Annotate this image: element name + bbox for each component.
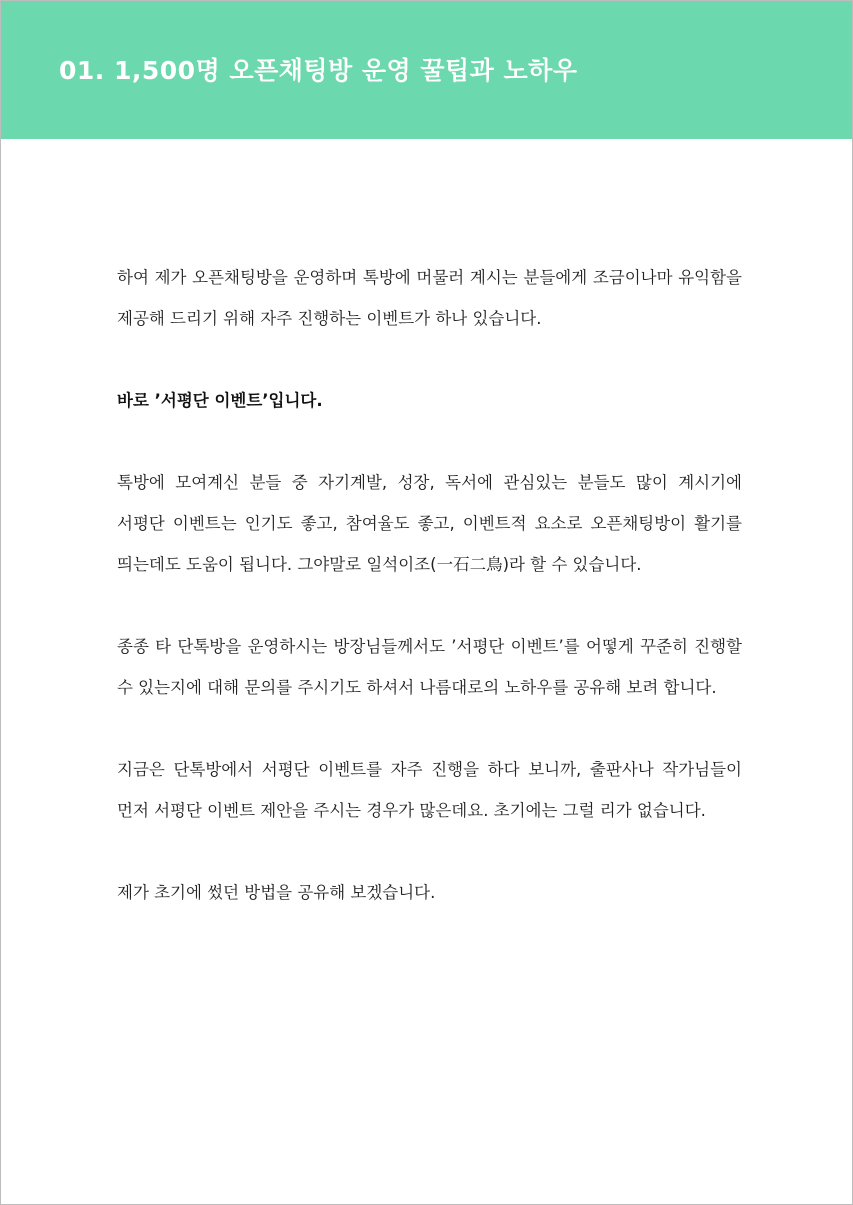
- chapter-header-banner: [1, 1, 852, 139]
- paragraph-intro: 하여 제가 오픈채팅방을 운영하며 톡방에 머물러 계시는 분들에게 조금이나마 유익함을 제공해 드리기 위해 자주 진행하는 이벤트가 하나 있습니다.: [117, 268, 742, 328]
- paragraph-purpose: 종종 타 단톡방을 운영하시는 방장님들께서도 ’서평단 이벤트’를 어떻게 꾸준히 진행할 수 있는지에 대해 문의를 주시기도 하셔서 나름대로의 노하우를 공유해 보려 합니다.: [117, 637, 742, 697]
- paragraph-reason: 톡방에 모여계신 분들 중 자기계발, 성장, 독서에 관심있는 분들도 많이 계시기에 서평단 이벤트는 인기도 좋고, 참여율도 좋고, 이벤트적 요소로 오픈채팅방이 활기를 띄는데도 도움이 됩니다. 그야말로 일석이조(一石二鳥)라 할 수 있습니다.: [117, 473, 742, 574]
- chapter-title: 01. 1,500명 오픈채팅방 운영 꿀팁과 노하우: [59, 56, 578, 85]
- paragraph-now-vs-early: 지금은 단톡방에서 서평단 이벤트를 자주 진행을 하다 보니까, 출판사나 작가님들이 먼저 서평단 이벤트 제안을 주시는 경우가 많은데요. 초기에는 그럴 리가 없습니다.: [117, 760, 742, 820]
- paragraph-transition: 제가 초기에 썼던 방법을 공유해 보겠습니다.: [117, 883, 436, 902]
- paragraph-highlight: 바로 ’서평단 이벤트’입니다.: [117, 391, 323, 410]
- body-content: [117, 257, 742, 913]
